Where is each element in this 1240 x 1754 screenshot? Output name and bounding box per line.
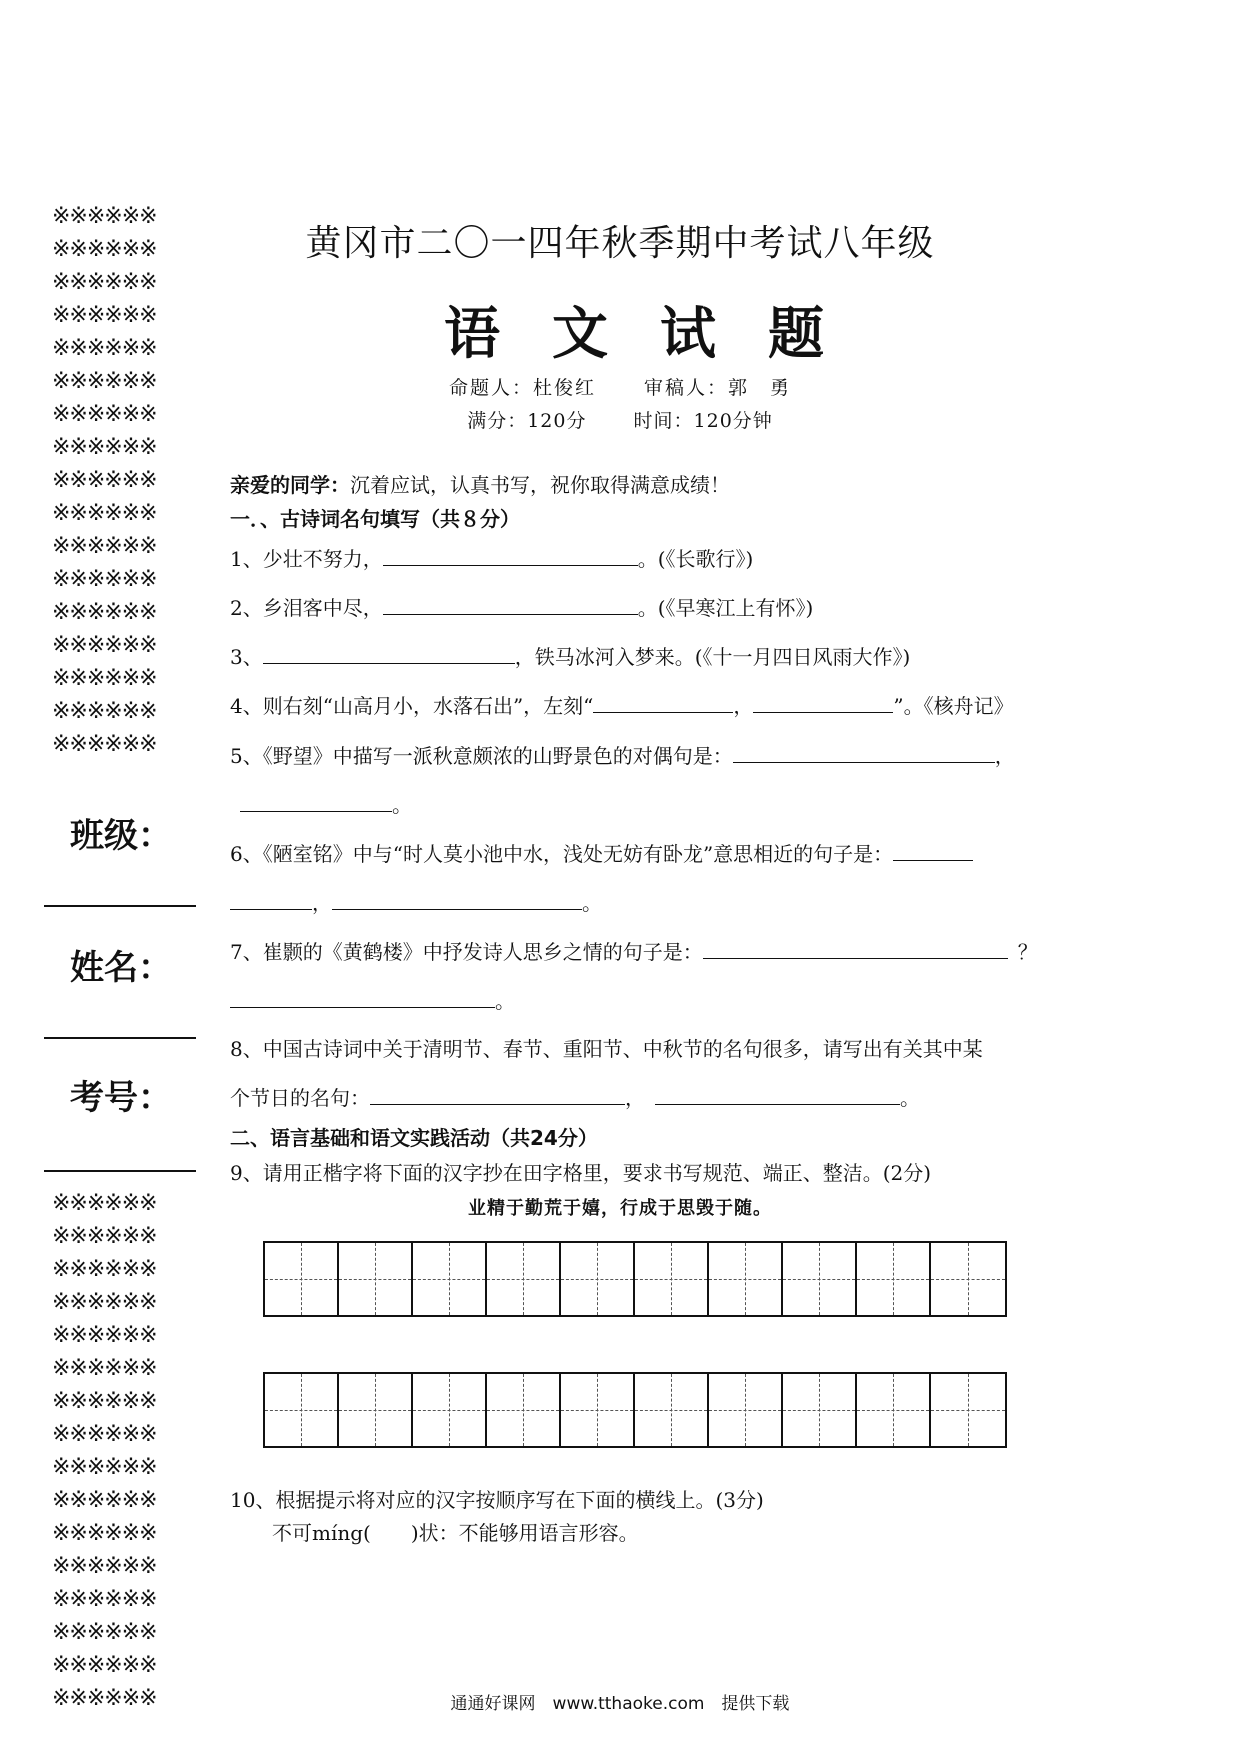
grid-cell[interactable] — [561, 1374, 635, 1446]
answer-blank[interactable] — [593, 690, 733, 713]
grid-cell[interactable] — [709, 1243, 783, 1315]
grid-cell[interactable] — [265, 1243, 339, 1315]
question-5-cont: 。 — [240, 789, 412, 820]
subject-title: 语文试题 — [444, 302, 876, 367]
exam-title: 黄冈市二〇一四年秋季期中考试八年级 — [305, 223, 935, 264]
grid-cell[interactable] — [413, 1243, 487, 1315]
answer-blank[interactable] — [370, 1082, 625, 1105]
grid-cell[interactable] — [561, 1243, 635, 1315]
seal-line-marks-top: ※※※※※※ ※※※※※※ ※※※※※※ ※※※※※※ ※※※※※※ ※※※※※※ ※※※※※※ ※※※※※※ ※※※※※※ ※※※※※※ ※※※※※※ ※※※※※※ ※※※※※※ ※※※※※※ ※※※※※※ ※※※※※※ ※※※※※※ — [52, 204, 157, 757]
grid-cell[interactable] — [783, 1243, 857, 1315]
seal-line-marks-bottom: ※※※※※※ ※※※※※※ ※※※※※※ ※※※※※※ ※※※※※※ ※※※※※※ ※※※※※※ ※※※※※※ ※※※※※※ ※※※※※※ ※※※※※※ ※※※※※※ ※※※※※※ ※※※※※※ ※※※※※※ ※※※※※※ — [52, 1191, 157, 1711]
time-limit: 时间：120分钟 — [633, 410, 773, 432]
grid-cell[interactable] — [709, 1374, 783, 1446]
section2-heading: 二、语言基础和语文实践活动（共24分） — [230, 1126, 598, 1150]
copy-sentence: 业精于勤荒于嬉，行成于思毁于随。 — [468, 1198, 772, 1219]
answer-blank[interactable] — [230, 985, 495, 1008]
grid-cell[interactable] — [857, 1374, 931, 1446]
exam-no-blank[interactable] — [44, 1170, 196, 1172]
grid-cell[interactable] — [635, 1243, 709, 1315]
grid-cell[interactable] — [931, 1243, 1005, 1315]
intro — [230, 470, 730, 500]
grid-cell[interactable] — [265, 1374, 339, 1446]
question-8-cont: 个节日的名句： ， 。 — [230, 1082, 920, 1113]
question-8: 8、中国古诗词中关于清明节、春节、重阳节、中秋节的名句很多，请写出有关其中某 — [230, 1037, 983, 1061]
grid-cell[interactable] — [413, 1374, 487, 1446]
answer-blank[interactable] — [230, 887, 312, 910]
question-1: 1、少壮不努力， 。(《长歌行》) — [230, 543, 753, 574]
question-6-cont: ， 。 — [230, 887, 602, 918]
question-9: 9、请用正楷字将下面的汉字抄在田字格里，要求书写规范、端正、整洁。(2分) — [230, 1161, 932, 1185]
question-7-cont: 。 — [230, 985, 515, 1016]
question-6: 6、《陋室铭》中与“时人莫小池中水，浅处无妨有卧龙”意思相近的句子是： — [230, 838, 973, 869]
question-10-item: 不可míng( )状：不能够用语言形容。 — [272, 1521, 639, 1545]
name-blank[interactable] — [44, 1037, 196, 1039]
answer-blank[interactable] — [240, 789, 392, 812]
answer-blank[interactable] — [263, 641, 515, 664]
name-label: 姓名： — [70, 948, 172, 988]
exam-no-label: 考号： — [70, 1078, 172, 1118]
answer-blank[interactable] — [655, 1082, 900, 1105]
grid-cell[interactable] — [931, 1374, 1005, 1446]
greeting: 亲爱的同学： — [230, 473, 350, 497]
answer-blank[interactable] — [893, 838, 973, 861]
score-time-line — [0, 406, 1240, 433]
question-3: 3、 ，铁马冰河入梦来。(《十一月四日风雨大作》) — [230, 641, 910, 672]
tianzige-row-2[interactable] — [263, 1372, 1007, 1448]
answer-blank[interactable] — [703, 936, 1008, 959]
answer-blank[interactable] — [753, 690, 893, 713]
full-score: 满分：120分 — [467, 410, 587, 432]
grid-cell[interactable] — [487, 1243, 561, 1315]
class-blank[interactable] — [44, 905, 196, 907]
intro-text: 沉着应试，认真书写，祝你取得满意成绩！ — [350, 473, 730, 497]
grid-cell[interactable] — [635, 1374, 709, 1446]
answer-blank[interactable] — [332, 887, 582, 910]
grid-cell[interactable] — [339, 1374, 413, 1446]
author-line — [0, 373, 1240, 400]
grid-cell[interactable] — [783, 1374, 857, 1446]
grid-cell[interactable] — [339, 1243, 413, 1315]
question-7: 7、崔颢的《黄鹤楼》中抒发诗人思乡之情的句子是： ？ — [230, 936, 1038, 967]
author: 命题人：杜俊红 — [448, 377, 596, 399]
grid-cell[interactable] — [487, 1374, 561, 1446]
question-2: 2、乡泪客中尽， 。(《早寒江上有怀》) — [230, 592, 813, 623]
answer-blank[interactable] — [733, 740, 995, 763]
question-4: 4、则右刻“山高月小，水落石出”，左刻“ ， ”。《核舟记》 — [230, 690, 1014, 721]
class-label: 班级： — [70, 816, 172, 856]
question-10: 10、根据提示将对应的汉字按顺序写在下面的横线上。(3分) — [230, 1488, 764, 1512]
tianzige-row-1[interactable] — [263, 1241, 1007, 1317]
answer-blank[interactable] — [383, 592, 638, 615]
reviewer: 审稿人：郭 勇 — [644, 377, 792, 399]
answer-blank[interactable] — [383, 543, 638, 566]
question-5: 5、《野望》中描写一派秋意颇浓的山野景色的对偶句是： ， — [230, 740, 1015, 771]
section1-heading: 一．、古诗词名句填写（共８分） — [230, 507, 520, 531]
grid-cell[interactable] — [857, 1243, 931, 1315]
footer-watermark: 通通好课网 www.tthaoke.com 提供下载 — [450, 1694, 790, 1714]
